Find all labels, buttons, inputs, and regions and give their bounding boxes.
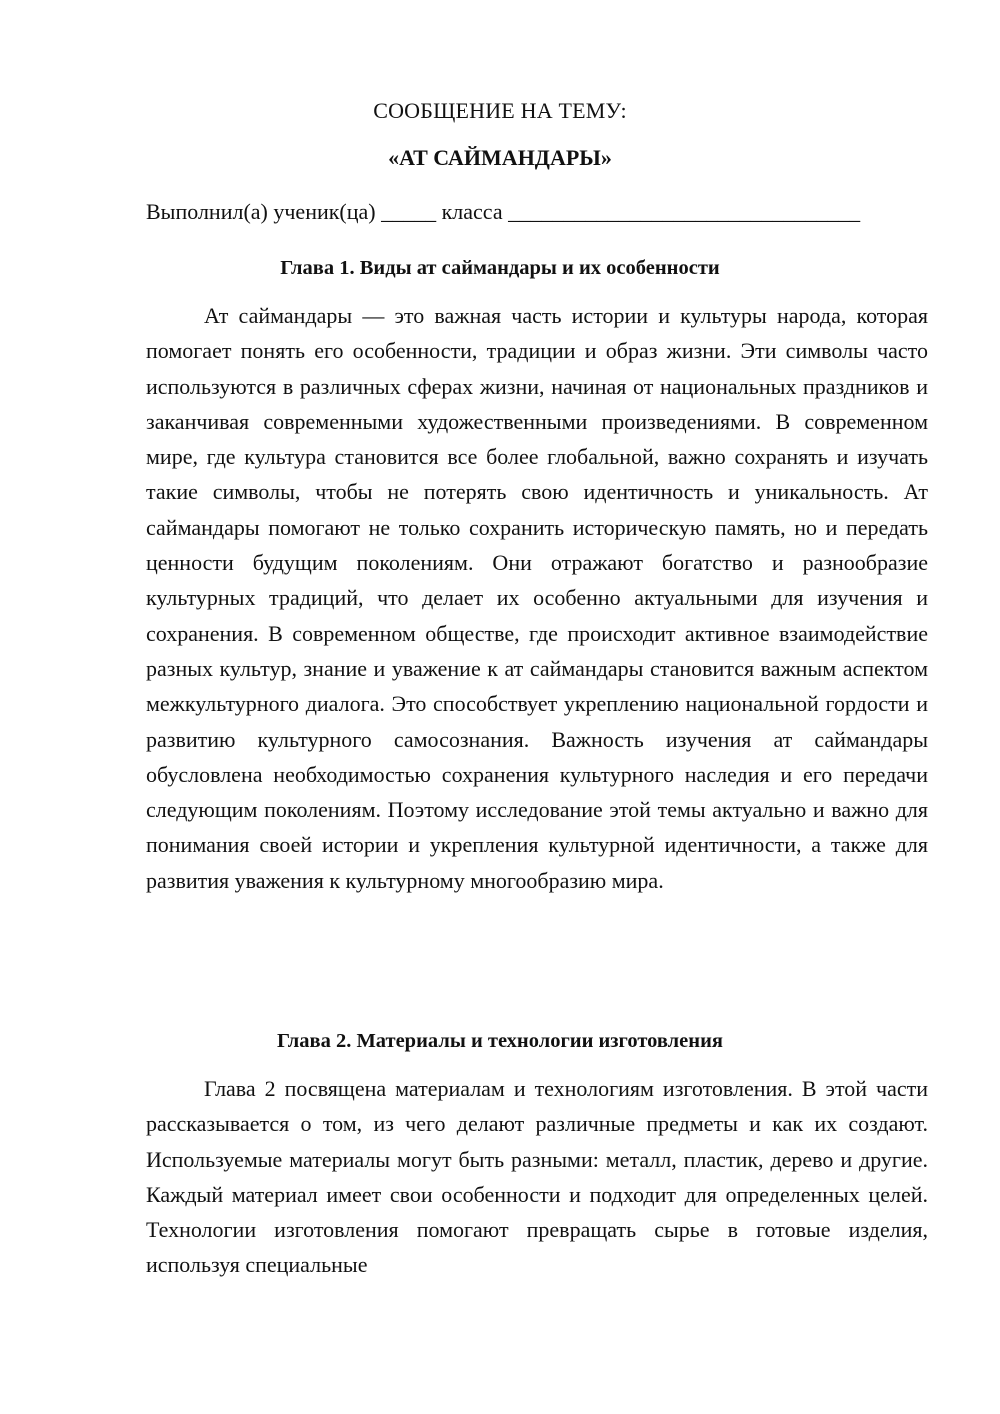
chapter-1-heading: Глава 1. Виды ат саймандары и их особенности [280, 257, 720, 279]
chapter-2-heading: Глава 2. Материалы и технологии изготовления [277, 1030, 723, 1052]
document-title: СООБЩЕНИЕ НА ТЕМУ: [373, 98, 627, 123]
chapter-1-paragraph: Ат саймандары — это важная часть истории и культуры народа, которая помогает понять его особенности, традиции и образ жизни. Эти символы часто используются в различных сферах жизни, начиная от национальных праздников и заканчивая современными художественными произведениями. В современном мире, где культура становится все более глобальной, важно сохранять и изучать такие символы, чтобы не потерять свою идентичность и уникальность. Ат саймандары помогают не только сохранить историческую память, но и передать ценности будущим поколениям. Они отражают богатство и разнообразие культурных традиций, что делает их особенно актуальными для изучения и сохранения. В современном обществе, где происходит активное взаимодействие разных культур, знание и уважение к ат саймандары становится важным аспектом межкультурного диалога. Это способствует укреплению национальной гордости и развитию культурного самосознания. Важность изучения ат саймандары обусловлена необходимостью сохранения культурного наследия и его передачи следующим поколениям. Поэтому исследование этой темы актуально и важно для понимания своей истории и укрепления культурной идентичности, а также для развития уважения к культурному многообразию мира. [146, 303, 928, 893]
chapter-2-paragraph: Глава 2 посвящена материалам и технологиям изготовления. В этой части рассказывается о том, из чего делают различные предметы и как их создают. Используемые материалы могут быть разными: металл, пластик, дерево и другие. Каждый материал имеет свои особенности и подходит для определенных целей. Технологии изготовления помогают превращать сырье в готовые изделия, используя специальные [146, 1076, 928, 1278]
document-subtitle: «АТ САЙМАНДАРЫ» [388, 145, 612, 170]
author-line: Выполнил(а) ученик(ца) _____ класса ________________________________ [146, 199, 861, 224]
